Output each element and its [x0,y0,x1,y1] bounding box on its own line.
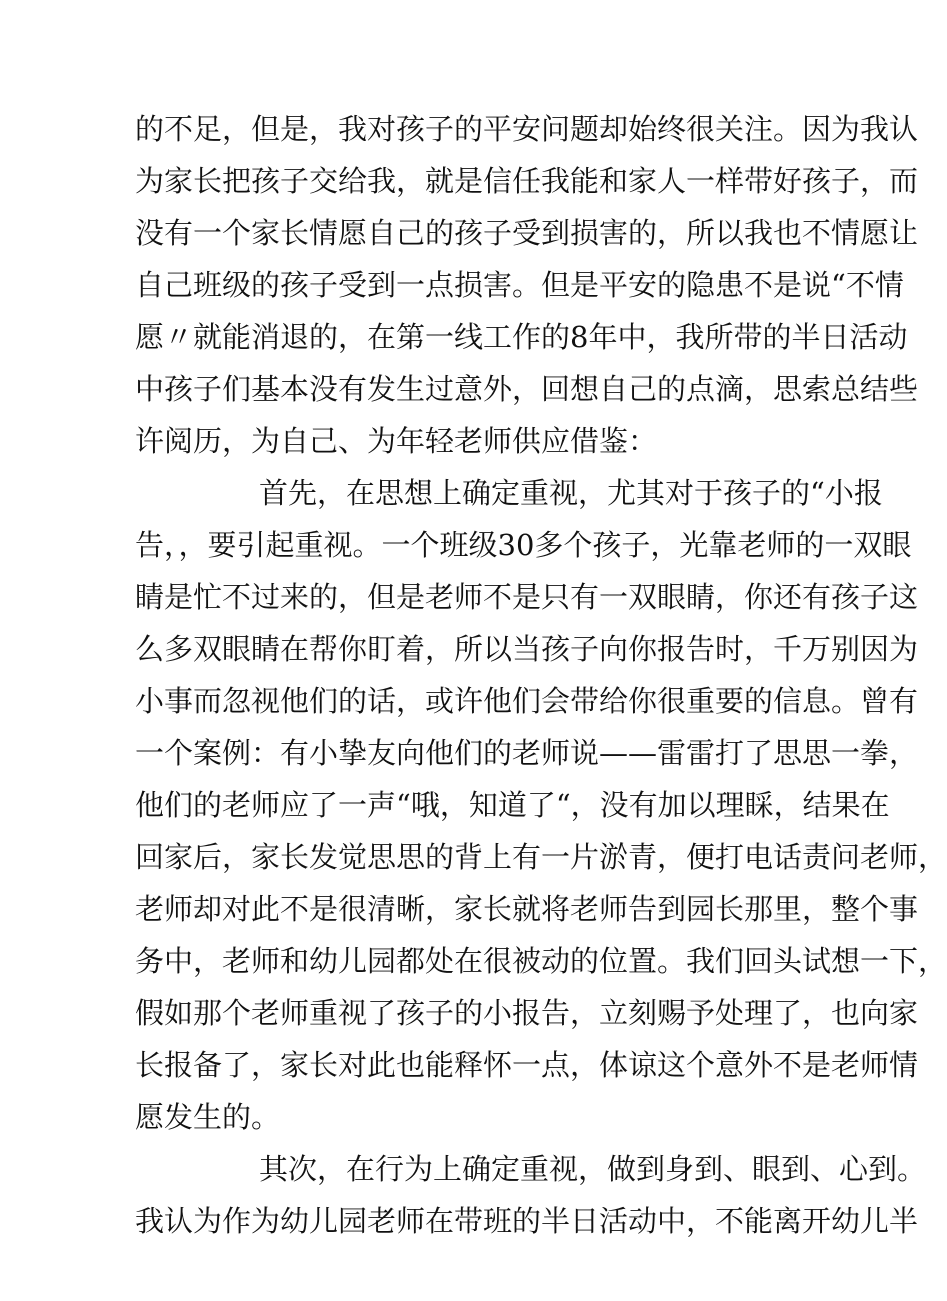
paragraph-line-19: 长报备了，家长对此也能释怀一点，体谅这个意外不是老师情 [135,1048,919,1082]
paragraph-line-5: 愿〃就能消退的，在第一线工作的8年中，我所带的半日活动 [135,320,908,354]
paragraph-line-16: 老师却对此不是很清晰，家长就将老师告到园长那里，整个事 [135,892,919,926]
paragraph-line-14: 他们的老师应了一声“哦，知道了“，没有加以理睬，结果在 [135,788,890,822]
paragraph-line-11: 么多双眼睛在帮你盯着，所以当孩子向你报告时，千万别因为 [135,632,919,666]
paragraph-line-12: 小事而忽视他们的话，或许他们会带给你很重要的信息。曾有 [135,684,919,718]
paragraph-line-21: 其次，在行为上确定重视，做到身到、眼到、心到。 [259,1152,927,1186]
paragraph-line-22: 我认为作为幼儿园老师在带班的半日活动中，不能离开幼儿半 [135,1204,919,1238]
paragraph-line-9: 告，，要引起重视。一个班级30多个孩子，光靠老师的一双眼 [135,528,912,562]
paragraph-line-15: 回家后，家长发觉思思的背上有一片淤青，便打电话责问老师， [135,840,947,874]
paragraph-line-18: 假如那个老师重视了孩子的小报告，立刻赐予处理了，也向家 [135,996,919,1030]
paragraph-line-2: 为家长把孩子交给我，就是信任我能和家人一样带好孩子，而 [135,164,919,198]
paragraph-line-1: 的不足，但是，我对孩子的平安问题却始终很关注。因为我认 [135,112,919,146]
paragraph-line-20: 愿发生的。 [135,1100,281,1134]
paragraph-line-10: 睛是忙不过来的，但是老师不是只有一双眼睛，你还有孩子这 [135,580,919,614]
paragraph-line-8: 首先，在思想上确定重视，尤其对于孩子的“小报 [259,476,883,510]
paragraph-line-4: 自己班级的孩子受到一点损害。但是平安的隐患不是说“不情 [135,268,904,302]
paragraph-line-13: 一个案例：有小挚友向他们的老师说——雷雷打了思思一拳， [135,736,919,770]
paragraph-line-7: 许阅历，为自己、为年轻老师供应借鉴： [135,424,658,458]
paragraph-line-17: 务中，老师和幼儿园都处在很被动的位置。我们回头试想一下， [135,944,947,978]
paragraph-line-3: 没有一个家长情愿自己的孩子受到损害的，所以我也不情愿让 [135,216,919,250]
paragraph-line-6: 中孩子们基本没有发生过意外，回想自己的点滴，思索总结些 [135,372,919,406]
